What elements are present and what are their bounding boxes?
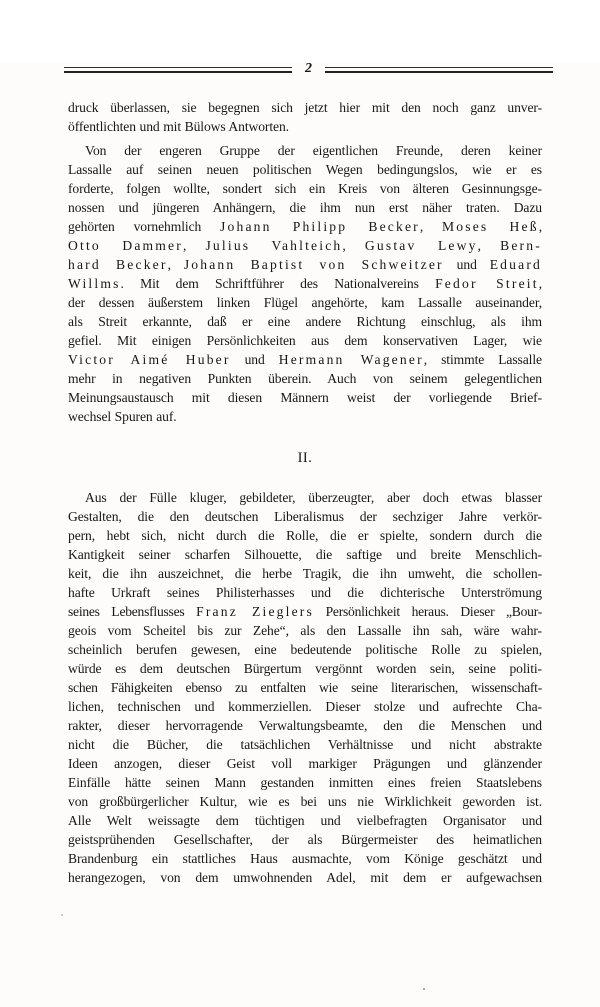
text-line <box>68 331 542 350</box>
text-segment: Lassalle auf seinen neuen politischen Wegen bedingungslos, wie er es <box>68 162 542 177</box>
text-segment: Einfälle hätte seinen Mann gestanden inmitten eines freien Staatslebens <box>68 775 542 790</box>
text-line <box>68 507 542 526</box>
book-page <box>0 63 600 1007</box>
text-line <box>68 640 542 659</box>
text-line <box>68 792 542 811</box>
page-header <box>64 63 553 77</box>
text-line <box>68 545 542 564</box>
text-segment: , <box>342 238 365 253</box>
text-line <box>68 602 542 621</box>
text-segment: pern, hebt sich, nicht durch die Rolle, die er spielte, sondern durch die <box>68 528 542 543</box>
text-segment: nossen und jüngeren Anhängern, die ihm nun erst näher traten. Dazu <box>68 200 542 215</box>
text-line <box>68 754 542 773</box>
emphasized-name: Willms <box>68 276 121 291</box>
paragraph-1 <box>68 98 542 136</box>
section-heading: II. <box>297 450 313 466</box>
text-line <box>68 160 542 179</box>
text-line <box>68 312 542 331</box>
text-line <box>68 526 542 545</box>
text-line <box>68 179 542 198</box>
text-segment: der dessen äußerstem linken Flügel angehörte, kam Lassalle auseinander, <box>68 295 542 310</box>
emphasized-name: Gustav Lewy <box>364 238 478 253</box>
text-segment: druck überlassen, sie begegnen sich jetzt hier mit den noch ganz unver- <box>68 100 542 115</box>
text-segment: von großbürgerlicher Kultur, wie es bei uns nie Wirklichkeit geworden ist. <box>68 794 542 809</box>
text-segment: Meinungsaustausch mit diesen Männern weist der vorliegende Brief- <box>68 390 542 405</box>
text-line <box>68 388 542 407</box>
text-segment: nicht die Bücher, die tatsächlichen Verhältnisse und nicht abstrakte <box>68 737 542 752</box>
text-line <box>68 98 542 117</box>
text-segment: , <box>182 238 206 253</box>
text-segment: , stimmte Lassalle <box>423 352 542 367</box>
text-line <box>68 621 542 640</box>
text-line <box>68 849 542 868</box>
text-line <box>68 255 542 274</box>
emphasized-name: Eduard <box>489 257 542 272</box>
emphasized-name: hard Becker <box>68 257 168 272</box>
text-line <box>68 217 542 236</box>
text-line <box>68 583 542 602</box>
text-segment: und <box>230 352 279 367</box>
text-segment: gehörten vornehmlich <box>68 219 221 234</box>
paragraph-2 <box>68 141 542 426</box>
text-line <box>68 350 542 369</box>
text-line <box>68 407 542 426</box>
text-segment: . Mit dem Schriftführer des Nationalvereins <box>120 276 436 291</box>
text-line <box>68 735 542 754</box>
text-line <box>68 716 542 735</box>
text-segment: seines Lebensflusses <box>68 604 197 619</box>
text-block <box>68 98 542 887</box>
emphasized-name: Otto Dammer <box>68 238 183 253</box>
text-segment: öffentlichten und mit Bülows Antworten. <box>68 119 289 134</box>
scan-speck <box>61 914 63 916</box>
page-number: 2 <box>305 61 312 76</box>
text-segment: Gestalten, die den deutschen Liberalismus der sechziger Jahre verkör- <box>68 509 542 524</box>
text-line <box>68 773 542 792</box>
text-segment: gefiel. Mit einigen Persönlichkeiten aus dem konservativen Lager, wie <box>68 333 542 348</box>
text-line <box>68 117 542 136</box>
text-line <box>68 697 542 716</box>
text-segment: scheinlich berufen gewesen, eine bedeutende politische Rolle zu spielen, <box>68 642 542 657</box>
text-segment: mehr in negativen Punkten überein. Auch von seinem gelegentlichen <box>68 371 542 386</box>
text-line <box>68 564 542 583</box>
paragraph-3 <box>68 488 542 887</box>
emphasized-name: Moses Heß <box>442 219 539 234</box>
text-line <box>68 811 542 830</box>
text-line <box>68 868 542 887</box>
text-segment: , <box>538 276 542 291</box>
text-segment: Brandenburg ein stattliches Haus ausmachte, vom Könige geschätzt und <box>68 851 542 866</box>
text-segment: als Streit erkannte, daß er eine andere Richtung einschlug, als ihm <box>68 314 542 329</box>
text-segment: , <box>477 238 501 253</box>
text-segment: hafte Urkraft seines Philisterhasses und die dichterische Unterströmung <box>68 585 542 600</box>
text-segment: Kantigkeit seiner scharfen Silhouette, die saftige und breite Menschlich- <box>68 547 542 562</box>
text-segment: würde es dem deutschen Bürgertum vergönnt worden sein, seine politi- <box>68 661 542 676</box>
text-line <box>68 293 542 312</box>
text-segment: Persönlichkeit heraus. Dieser „Bour- <box>313 604 542 619</box>
emphasized-name: Hermann Wagener <box>278 352 424 367</box>
text-segment: Alle Welt weissagte dem tüchtigen und vielbefragten Organisator und <box>68 813 542 828</box>
emphasized-name: Julius Vahlteich <box>205 238 343 253</box>
text-segment: , <box>538 219 542 234</box>
emphasized-name: Johann Baptist von Schweitzer <box>183 257 444 272</box>
text-segment: , <box>419 219 443 234</box>
text-line <box>68 678 542 697</box>
text-segment: , <box>167 257 184 272</box>
text-segment: Aus der Fülle kluger, gebildeter, überzeugter, aber doch etwas blasser <box>85 490 542 505</box>
text-line <box>68 198 542 217</box>
text-segment: Von der engeren Gruppe der eigentlichen Freunde, deren keiner <box>85 143 542 158</box>
emphasized-name: Fedor Streit <box>435 276 539 291</box>
text-segment: forderte, folgen wollte, sondert sich ein Kreis von älteren Gesinnungsge- <box>68 181 542 196</box>
text-line <box>68 659 542 678</box>
text-line <box>68 274 542 293</box>
text-segment: wechsel Spuren auf. <box>68 409 177 424</box>
text-segment: Ideen anzogen, dieser Geist voll markiger Prägungen und glänzender <box>68 756 542 771</box>
text-line <box>68 830 542 849</box>
scan-speck <box>423 988 425 990</box>
emphasized-name: Johann Philipp Becker <box>220 219 420 234</box>
text-line <box>68 488 542 507</box>
text-segment: rakter, dieser hervorragende Verwaltungsbeamte, den die Menschen und <box>68 718 542 733</box>
text-segment: schen Fähigkeiten ebenso zu entfalten wie seine literarischen, wissenschaft- <box>68 680 542 695</box>
emphasized-name: Bern- <box>500 238 542 253</box>
emphasized-name: Victor Aimé Huber <box>68 352 231 367</box>
header-rule-right <box>325 67 553 73</box>
text-segment: und <box>443 257 490 272</box>
text-line <box>68 141 542 160</box>
text-segment: geois vom Scheitel bis zur Zehe“, als den Lassalle ihn sah, wäre wahr- <box>68 623 542 638</box>
header-rule-left <box>64 67 292 73</box>
emphasized-name: Franz Zieglers <box>196 604 314 619</box>
text-segment: geistsprühenden Gesellschafter, der als Bürgermeister des heimatlichen <box>68 832 542 847</box>
text-segment: herangezogen, von dem umwohnenden Adel, mit dem er aufgewachsen <box>68 870 542 885</box>
text-segment: keit, die ihn auszeichnet, die herbe Tragik, die ihn umweht, die schollen- <box>68 566 542 581</box>
text-line <box>68 369 542 388</box>
text-line <box>68 236 542 255</box>
text-segment: lichen, technischen und kommerziellen. Dieser stolze und aufrechte Cha- <box>68 699 542 714</box>
